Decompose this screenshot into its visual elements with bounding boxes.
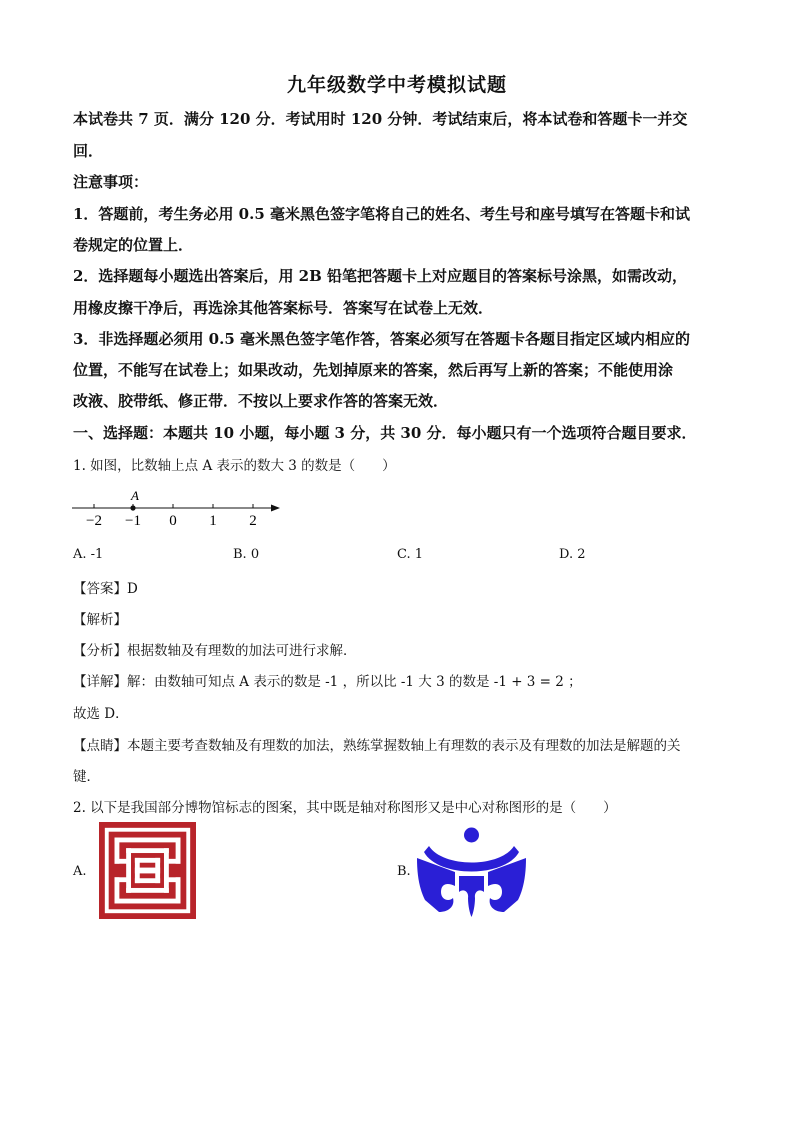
conclusion: 故选 D． <box>73 706 129 722</box>
tick-label: −2 <box>86 513 102 529</box>
answer-value: D <box>127 581 138 597</box>
notice-item-2: 2．选择题每小题选出答案后，用 2B 铅笔把答题卡上对应题目的答案标号涂黑，如需改动， <box>73 267 688 285</box>
tick-label: 1 <box>209 513 217 529</box>
fenxi-tag: 【分析】 <box>73 643 127 659</box>
notice-item-1: 1．答题前，考生务必用 0.5 毫米黑色签字笔将自己的姓名、考生号和座号填写在答题卡和试 <box>73 205 690 223</box>
dianjing-tag: 【点睛】 <box>73 738 127 754</box>
point-a-dot <box>130 505 135 510</box>
dianjing-text: 本题主要考查数轴及有理数的加法，熟练掌握数轴上有理数的表示及有理数的加法是解题的关 <box>127 738 681 754</box>
museum-logo-b <box>415 826 528 918</box>
tick-label: 2 <box>249 513 257 529</box>
number-line <box>68 480 288 530</box>
notice-item-3-cont: 位置，不能写在试卷上；如果改动，先划掉原来的答案，然后再写上新的答案；不能使用涂 <box>73 361 674 379</box>
notice-item-3: 3．非选择题必须用 0.5 毫米黑色签字笔作答，答案必须写在答题卡各题目指定区域内相应的 <box>73 330 690 348</box>
option-b: B. 0 <box>233 547 260 562</box>
section-heading: 一、选择题：本题共 10 小题，每小题 3 分，共 30 分．每小题只有一个选项符合题目要求． <box>73 424 697 442</box>
page-title: 九年级数学中考模拟试题 <box>286 74 507 96</box>
point-a-label: A <box>131 488 139 503</box>
fenxi-text: 根据数轴及有理数的加法可进行求解． <box>127 643 357 659</box>
option-d: D. 2 <box>559 547 586 562</box>
xiangjie-tag: 【详解】 <box>73 674 127 690</box>
q1-stem: 1. 如图，比数轴上点 A 表示的数大 3 的数是（ ） <box>73 458 396 474</box>
dianjing-line <box>73 734 681 754</box>
arrow-icon <box>271 505 280 512</box>
museum-logo-a <box>98 822 197 919</box>
answer-tag: 【答案】 <box>73 581 127 597</box>
analysis-tag: 【解析】 <box>73 612 127 628</box>
notice-item-1-cont: 卷规定的位置上． <box>73 236 194 254</box>
notice-item-3-cont2: 改液、胶带纸、修正带．不按以上要求作答的答案无效． <box>73 392 449 410</box>
notice-item-2-cont: 用橡皮擦干净后，再选涂其他答案标号．答案写在试卷上无效． <box>73 299 494 317</box>
intro-line-2: 回． <box>73 142 104 160</box>
option-c: C. 1 <box>397 547 424 562</box>
fenxi-line <box>73 639 357 659</box>
q2-stem: 2. 以下是我国部分博物馆标志的图案，其中既是轴对称图形又是中心对称图形的是（ ） <box>73 800 617 816</box>
q2-option-b-label: B. <box>397 864 411 879</box>
option-a: A. -1 <box>73 547 104 562</box>
tick-label: 0 <box>169 513 177 529</box>
notice-heading: 注意事项： <box>73 173 149 191</box>
xiangjie-line <box>73 670 582 690</box>
xiangjie-text: 解：由数轴可知点 A 表示的数是 -1 ，所以比 -1 大 3 的数是 -1 + 3 = 2 ； <box>127 674 582 690</box>
dianjing-cont: 键． <box>73 769 100 785</box>
answer-line <box>73 577 138 597</box>
q2-option-a-label: A. <box>73 864 87 879</box>
tick-label: −1 <box>125 513 141 529</box>
intro-line-1: 本试卷共 7 页．满分 120 分．考试用时 120 分钟．考试结束后，将本试卷和答题卡一并交 <box>73 110 688 128</box>
